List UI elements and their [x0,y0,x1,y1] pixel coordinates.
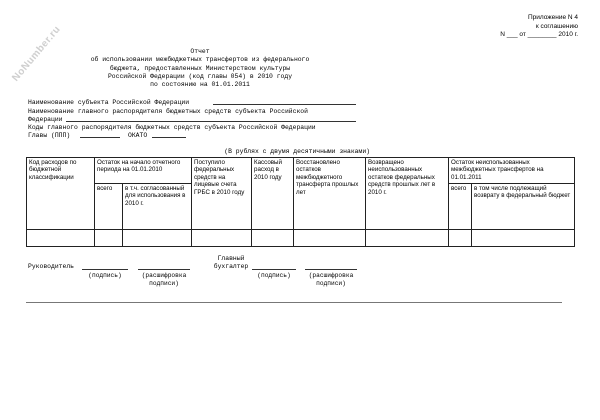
appendix-number: Приложение N 4 [527,14,578,21]
chief-sign-line [252,269,296,270]
appendix-agreement-number: N ___ от ________ 2010 г. [500,31,578,38]
header-restored-balances: Восстановлено остатков межбюджетного трансферта прошлых лет [294,158,366,230]
chief-decode-line [305,269,357,270]
report-table [26,157,575,247]
head-decode-caption [134,272,194,287]
chief-sign-caption: (подпись) [257,272,291,279]
okato-label: ОКАТО [128,132,148,139]
page-divider [26,302,562,303]
header-budget-code: Код расходов по бюджетной классификации [27,158,95,230]
glava-label: Главы (ППП) [28,132,71,139]
head-decode-caption-2: подписи) [149,279,179,287]
table-cell-opening-agreed[interactable] [123,230,192,247]
head-sign-line [82,269,128,270]
head-label: Руководитель [28,263,75,270]
table-cell-restored[interactable] [294,230,366,247]
appendix-block [500,14,578,40]
header-closing-total: всего [449,184,472,230]
head-sign-caption: (подпись) [88,272,122,279]
chief-accountant-label [206,255,256,271]
table-cell-closing-total[interactable] [449,230,472,247]
header-opening-agreed: в т.ч. согласованный для использования в 2010 г. [123,184,192,230]
header-received-funds: Поступило федеральных средств на лицевые счета ГРБС в 2010 году [192,158,252,230]
subject-name-line [213,104,356,105]
appendix-agreement: к соглашению [535,22,578,30]
units-note: (В рублях с двумя десятичными знаками) [224,148,370,155]
subject-name-label: Наименование субъекта Российской Федерации [28,99,190,106]
report-title [30,48,370,89]
table-cell-budget-code[interactable] [27,230,95,247]
admin-name-label-2: Федерации [28,116,63,123]
table-cell-opening-total[interactable] [95,230,123,247]
admin-name-line [66,121,356,122]
header-opening-balance: Остаток на начало отчетного периода на 01.01.2010 [95,158,192,184]
head-decode-caption-1: (расшифровка [141,272,187,279]
table-cell-returned[interactable] [366,230,449,247]
title-line-5: по состоянию на 01.01.2011 [150,81,250,89]
table-cell-cash-expense[interactable] [252,230,294,247]
title-line-1: Отчет [190,48,210,55]
chief-accountant-label-2: бухгалтер [213,263,249,270]
admin-name-label-1: Наименование главного распорядителя бюджетных средств субъекта Российской [28,108,308,115]
chief-accountant-label-1: Главный [217,255,245,262]
table-cell-received[interactable] [192,230,252,247]
header-cash-expense: Кассовый расход в 2010 году [252,158,294,230]
table-cell-closing-to-return[interactable] [472,230,575,247]
chief-decode-caption-2: подписи) [316,279,346,287]
title-line-4: Российской Федерации (код главы 054) в 2010 году [107,72,293,80]
chief-decode-caption-1: (расшифровка [308,272,354,279]
head-decode-line [138,269,190,270]
okato-line [152,137,186,138]
codes-label: Коды главного распорядителя бюджетных средств субъекта Российской Федерации [28,124,316,131]
title-line-2: об использовании межбюджетных трансфертов из федерального [90,56,310,64]
header-closing-balance: Остаток неиспользованных межбюджетных трансфертов на 01.01.2011 [449,158,575,184]
chief-decode-caption [301,272,361,287]
header-returned-balances: Возвращено неиспользованных остатков федеральных средств прошлых лет в 2010 г. [366,158,449,230]
header-closing-to-return: в том числе подлежащий возврату в федеральный бюджет [472,184,575,230]
header-opening-total: всего [95,184,123,230]
glava-line [80,137,120,138]
title-line-3: бюджета, предоставленных Министерством культуры [109,64,291,72]
watermark: NoNumber.ru [10,23,63,84]
